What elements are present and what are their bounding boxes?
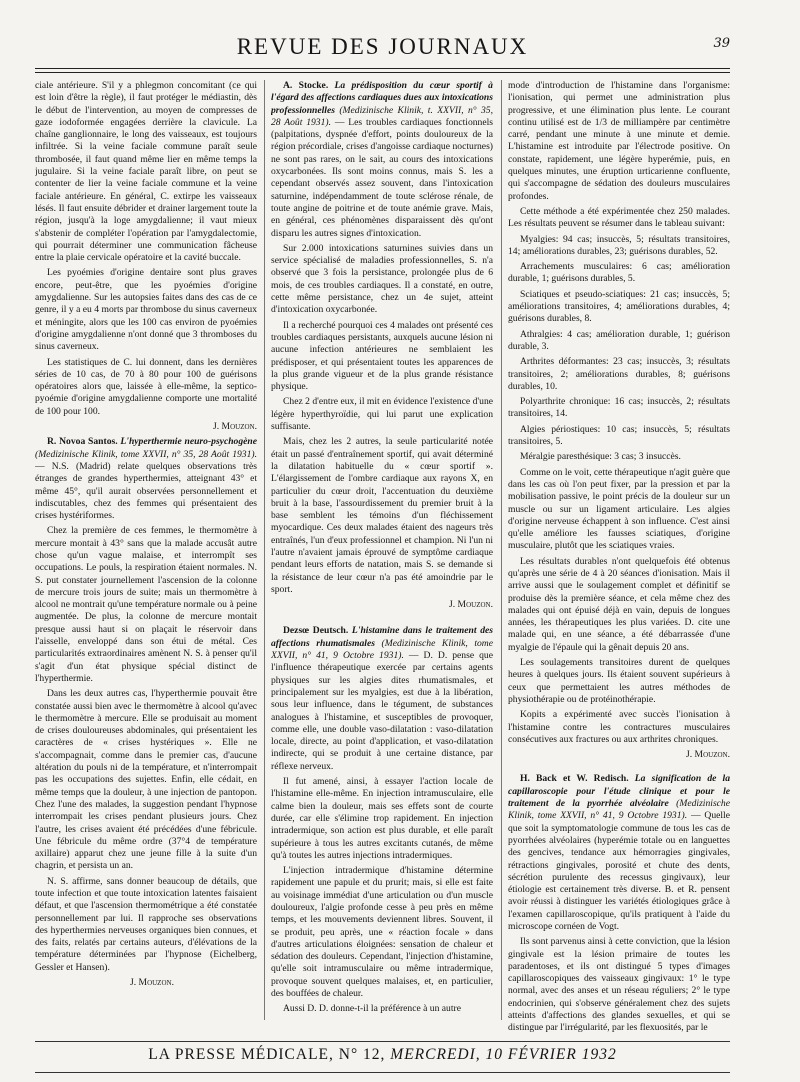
article-heading — [508, 773, 730, 933]
paragraph: Les soulagements transitoires durent de quelques heures à quelques jours. Ils étaient souvent supérieurs à ceux que permettaient les autres méthodes de physiothérapie ou de protéinothérapie. — [508, 657, 730, 705]
list-item: Arthrites déformantes: 23 cas; insuccès, 3; résultats transitoires, 2; améliorations durables, 8; guérisons durables, 10. — [508, 356, 730, 392]
paragraph: Ils sont parvenus ainsi à cette conviction, que la lésion gingivale est la lésion primaire de toutes les paradentoses, et ils ont distingué 5 types d'images capillaroscopiques des vaisseaux gingivaux: 1° le type normal, avec des anses et un réseau réguliers; 2° le type endocrinien, qui s'observe généralement chez des sujets atteints d'affections des glandes sexuelles, et qui se distingue par l'irrégularité, par les flexuosités, par le — [508, 936, 730, 1034]
list-item: Sciatiques et pseudo-sciatiques: 21 cas; insuccès, 5; améliorations transitoires, 4; améliorations durables, 4; guérisons durables, 8. — [508, 288, 730, 325]
article-text: — D. D. pense que l'influence thérapeutique exercée par certains agents physiques sur les algies dites rhumatismales, et principalement sur les myalgies, est due à la libération, sous leur influence, dans le tégument, de substances analogues à l'histamine, et susceptibles de provoquer, comme elle, une double vaso-dilatation : vaso-dilatation locale, directe, au point d'application, et vaso-dilatation indirecte, qui se produit à une certaine distance, par réflexe nerveux. — [271, 650, 493, 772]
column-3 — [508, 80, 730, 1040]
page-number: 39 — [713, 36, 730, 51]
author-signature: J. Mouzon. — [686, 749, 730, 761]
author-signature: J. Mouzon. — [449, 599, 493, 611]
author-signature: J. Mouzon. — [213, 421, 257, 433]
paragraph: Mais, chez les 2 autres, la seule particularité notée était un passé d'entraînement sportif, qui avait déterminé la dilatation habituelle du « cœur sportif ». L'élargissement de l'ombre cardiaque aux rayons X, en particulier du cœur droit, l'accentuation du deuxième bruit à la base, l'assourdissement du premier bruit à la base semblent les témoins d'un fléchissement myocardique. Ces deux malades étaient des nageurs très entraînés, l'un d'eux professionnel et champion. Ni l'un ni l'autre n'avaient jamais éprouvé de symptôme cardiaque pendant leurs efforts de natation, mais S. se demande si la résistance de leur cœur n'a pas été amoindrie par le sport. — [271, 436, 493, 595]
article-source: (Medizinische Klinik, t. XXVII, n° 35, 28 Août 1931). — [271, 104, 493, 128]
article-heading — [35, 436, 257, 522]
list-item: Arrachements musculaires: 6 cas; amélioration durable, 1; guérisons durables, 5. — [508, 261, 730, 285]
results-list — [508, 234, 730, 464]
list-item: Polyarthrite chronique: 16 cas; insuccès, 2; résultats transitoires, 14. — [508, 396, 730, 420]
article-text: — N.S. (Madrid) relate quelques observations très étranges de grandes hyperthermies, atteignant 43° et même 45°, qu'il aurait observées personnellement et indiscutables, chez des femmes qui présentaient des crises hystériformes. — [35, 460, 257, 522]
article-heading — [271, 625, 493, 773]
paragraph: Chez 2 d'entre eux, il mit en évidence l'existence d'une légère hyperthyroïdie, qui lui parut une explication suffisante. — [271, 396, 493, 433]
article-title: La prédisposition du cœur sportif à l'égard des affections cardiaques dues aux intoxications professionnelles — [271, 80, 493, 116]
footer-rule — [35, 1041, 730, 1042]
article-author: Dezsœ Deutsch. — [283, 625, 349, 637]
article-columns — [35, 80, 730, 1040]
article-source: (Medizinische Klinik, tome XXVII, n° 41, 9 Octobre 1931). — [271, 637, 493, 662]
author-signature: J. Mouzon. — [130, 977, 174, 989]
list-item: Athralgies: 4 cas; amélioration durable, 1; guérison durable, 3. — [508, 328, 730, 352]
paragraph: N. S. affirme, sans donner beaucoup de détails, que toute infection et que toute intoxication latentes faisaient défaut, et que l'ascension thermométrique a été constatée personnellement par lui. Il rapproche ses observations des hyperthermies nerveuses organiques bien connues, et des faits, relatés par certains auteurs, d'élévations de la température déterminées par l'hypnose (Eichelberg, Gessler et Hansen). — [35, 875, 257, 973]
column-divider — [501, 80, 502, 1020]
paragraph: ciale antérieure. S'il y a phlegmon concomitant (ce qui est loin d'être la règle), il faut protéger le médiastin, dès le début de l'intervention, au moyen de compresses de gaze iodoformée engagées derrière la clavicule. La chaîne ganglionnaire, le long des vaisseaux, est toujours infiltrée. Si la veine faciale commune paraît seule thrombosée, il faut quand même lier en même temps la jugulaire. Si la veine faciale paraît libre, on peut se contenter de lier la veine faciale commune et la veine faciale antérieure. En général, C. extirpe les vaisseaux lésés. Il faut ensuite débrider et drainer largement toute la région, jusqu'à la loge amygdalienne; il vaut mieux s'abstenir de compléter l'opération par l'amygdalectomie, qui pourrait déterminer une communication fâcheuse entre la plaie cervicale opératoire et la cavité buccale. — [35, 80, 257, 264]
footer-rule-bottom — [35, 1072, 730, 1073]
paragraph: Il a recherché pourquoi ces 4 malades ont présenté ces troubles cardiaques persistants, auxquels aucune lésion ni aucune infection antérieures ne semblaient les prédisposer, et qui présentaient toutes les apparences de la plus grande vigueur et de la plus grande résistance physique. — [271, 319, 493, 393]
paragraph: Kopits a expérimenté avec succès l'ionisation à l'histamine contre les contractures musculaires consécutives aux fractures ou aux arthrites chroniques. — [508, 709, 730, 745]
article-title: La signification de la capillaroscopie pour l'étude clinique et pour le traitement de la pyorrhée alvéolaire — [508, 773, 730, 810]
paragraph: L'injection intradermique d'histamine détermine rapidement une papule et du prurit; mais, si elle est faite au voisinage immédiat d'une articulation ou d'un muscle douloureux, l'algie profonde cesse à peu près en même temps, et les mouvements deviennent libres. Souvent, il se produit, peu après, une « réaction focale » dans d'autres articulations éloignées: sensation de chaleur et sédation des douleurs. Cependant, l'injection d'histamine, qu'elle soit intramusculaire ou même intradermique, provoque souvent quelques malaises, et, en particulier, des bouffées de chaleur. — [271, 865, 493, 1000]
paragraph: mode d'introduction de l'histamine dans l'organisme: l'ionisation, qui permet une administration plus progressive, et une élimination plus lente. Le courant continu utilisé est de 1/3 de milliampère par centimètre carré, pendant une minute à une minute et demie. L'histamine est introduite par l'électrode positive. On constate, rapidement, une légère hyperémie, puis, en quelques minutes, une éruption urticarienne confluente, qui s'accompagne de sédation des douleurs musculaires profondes. — [508, 80, 730, 202]
article-author: A. Stocke. — [283, 80, 329, 91]
paragraph: Sur 2.000 intoxications saturnines suivies dans un service spécialisé de maladies professionnelles, S. n'a observé que 3 fois la persistance, prolongée plus de 6 mois, de ces troubles cardiaques. Il a constaté, en outre, cette même persistance, chez un 4e sujet, atteint d'intoxication oxycarbonée. — [271, 242, 493, 316]
journal-issue: LA PRESSE MÉDICALE, N° 12, — [148, 1046, 386, 1063]
article-source: (Medizinische Klinik, tome XXVII, n° 35, 28 Août 1931). — [35, 448, 257, 460]
issue-date: MERCREDI, 10 FÉVRIER 1932 — [390, 1046, 617, 1063]
column-divider — [264, 80, 265, 1020]
header-rule — [35, 68, 730, 73]
paragraph: Aussi D. D. donne-t-il la préférence à un autre — [283, 1003, 461, 1015]
paragraph: Dans les deux autres cas, l'hyperthermie pouvait être constatée aussi bien avec le thermomètre à alcool qu'avec le thermomètre à mercure. Elle se produisait au moment de crises douloureuses abdominales, qui présentaient les caractères de « crises hystériques ». Elle ne s'accompagnait, comme dans le premier cas, d'aucune altération du pouls ni de la température, et n'interrompait pas les occupations des sujettes. Enfin, elle cédait, en même temps que la douleur, à une injection de pantopon. Chez l'une des malades, la suggestion pendant l'hypnose interrompait les crises pendant plusieurs jours. Chez l'autre, les crises avaient été précédées d'une fébricule. Une fébricule du même ordre (37°4 de température axillaire) apparut chez une jeune fille à la suite d'un chagrin, et persista un an. — [35, 688, 257, 872]
paragraph: Les statistiques de C. lui donnent, dans les dernières séries de 10 cas, de 70 à 80 pour 100 de guérisons opératoires alors que, laissée à elle-même, la septico-pyoémie d'origine amygdalienne comporte une mortalité de 100 pour 100. — [35, 356, 257, 417]
article-title: L'hyperthermie neuro-psychogène — [120, 436, 257, 448]
article-title: L'histamine dans le traitement des affections rhumatismales — [271, 625, 493, 649]
journal-section-title: REVUE DES JOURNAUX — [236, 34, 529, 59]
list-item: Algies périostiques: 10 cas; insuccès, 5; résultats transitoires, 5. — [508, 423, 730, 448]
column-1 — [35, 80, 257, 1040]
list-item: Méralgie paresthésique: 3 cas; 3 insuccès. — [520, 451, 681, 463]
paragraph: Il fut amené, ainsi, à essayer l'action locale de l'histamine elle-même. En injection intramusculaire, elle calme bien la douleur, mais ses effets sont de courte durée, car elle s'élimine trop rapidement. En injection intradermique, son action est plus durable, et elle paraît supérieure à tous les autres excitants cutanés, de même qu'à toutes les autres injections intradermiques. — [271, 776, 493, 861]
article-text: — Quelle que soit la symptomatologie commune de tous les cas de pyorrhées alvéolaires (hyperémie totale ou en languettes des gencives, tendance aux hémorragies gingivales, rétractions gingivales, porosité et chute des dents, sécrétion purulente des recessus gingivaux), leur étiologie est certainement très diverse. B. et R. pensent avoir réussi à distinguer les variétés étiologiques grâce à l'examen capillaroscopique, qu'ils pratiquent à l'aide du microscope cornéen de Vogt. — [508, 810, 730, 932]
paragraph: Chez la première de ces femmes, le thermomètre à mercure montait à 43° sans que la malade accusât autre chose qu'un vague malaise, et interrompît ses occupations. Le pouls, la respiration étaient normales. N. S. put constater journellement l'ascension de la colonne de mercure trois jours de suite; mais un thermomètre à alcool ne montrait qu'une température normale ou à peine augmentée. De plus, la colonne de mercure montait presque aussi haut si on plaçait le réservoir dans l'aisselle, enveloppé dans son étui de métal. Ces particularités extraordinaires amènent N. S. à penser qu'il s'agit d'un état physique spécial distinct de l'hyperthermie. — [35, 525, 257, 684]
article-text: — Les troubles cardiaques fonctionnels (palpitations, dyspnée d'effort, points douloureux de la région précordiale, crises d'angoisse cardiaque nocturnes) ne sont pas rares, on le sait, au cours des intoxications oxycarbonées. Ils sont moins connus, mais S. les a cependant observés assez souvent, dans l'intoxication saturnine, indépendamment de toute sclérose rénale, de toute angine de poitrine et de toute anémie grave. Mais, en général, ces phénomènes disparaissent dès qu'ont disparu les autres signes d'intoxication. — [271, 116, 493, 239]
paragraph: Cette méthode a été expérimentée chez 250 malades. Les résultats peuvent se résumer dans le tableau suivant: — [508, 205, 730, 230]
paragraph: Les pyoémies d'origine dentaire sont plus graves encore, peut-être, que les pyoémies d'origine amygdalienne. Sur les autopsies faites dans des cas de ce genre, il y a eu 4 morts par thrombose du sinus caverneux et méningite, alors que les 100 cas environ de pyoémies d'origine amygdalienne n'ont donné que 3 thromboses du sinus caverneux. — [35, 267, 257, 353]
article-author: R. Novoa Santos. — [47, 436, 118, 448]
running-footer — [35, 1046, 730, 1072]
article-author: H. Back et W. Redisch. — [520, 773, 629, 785]
list-item: Myalgies: 94 cas; insuccès, 5; résultats transitoires, 14; améliorations durables, 23; guérisons durables, 52. — [508, 233, 730, 257]
article-heading — [271, 80, 493, 240]
article-source: (Medizinische Klinik, tome XXVII, n° 41, 9 Octobre 1931). — [508, 798, 730, 822]
paragraph: Comme on le voit, cette thérapeutique n'agit guère que dans les cas où l'on peut fixer, par la pression et par la mobilisation passive, le point précis de la douleur sur un muscle ou sur un ligament articulaire. Les algies d'origine nerveuse échappent à son influence. C'est ainsi qu'elle améliore les fausses sciatiques, d'origine musculaire, plutôt que les sciatiques vraies. — [508, 466, 730, 552]
running-header — [35, 30, 730, 66]
column-2 — [271, 80, 493, 1040]
paragraph: Les résultats durables n'ont quelquefois été obtenus qu'après une série de 4 à 20 séances d'ionisation. Mais il arrive aussi que le soulagement complet et définitif se produise dès la première séance, et cela même chez des malades qui ont épuisé déjà en vain, depuis de longues années, les thérapeutiques les plus variées. D. cite une malade qui, en une séance, a été débarrassée d'une myalgie de l'épaule qui la gênait depuis 20 ans. — [508, 555, 730, 653]
